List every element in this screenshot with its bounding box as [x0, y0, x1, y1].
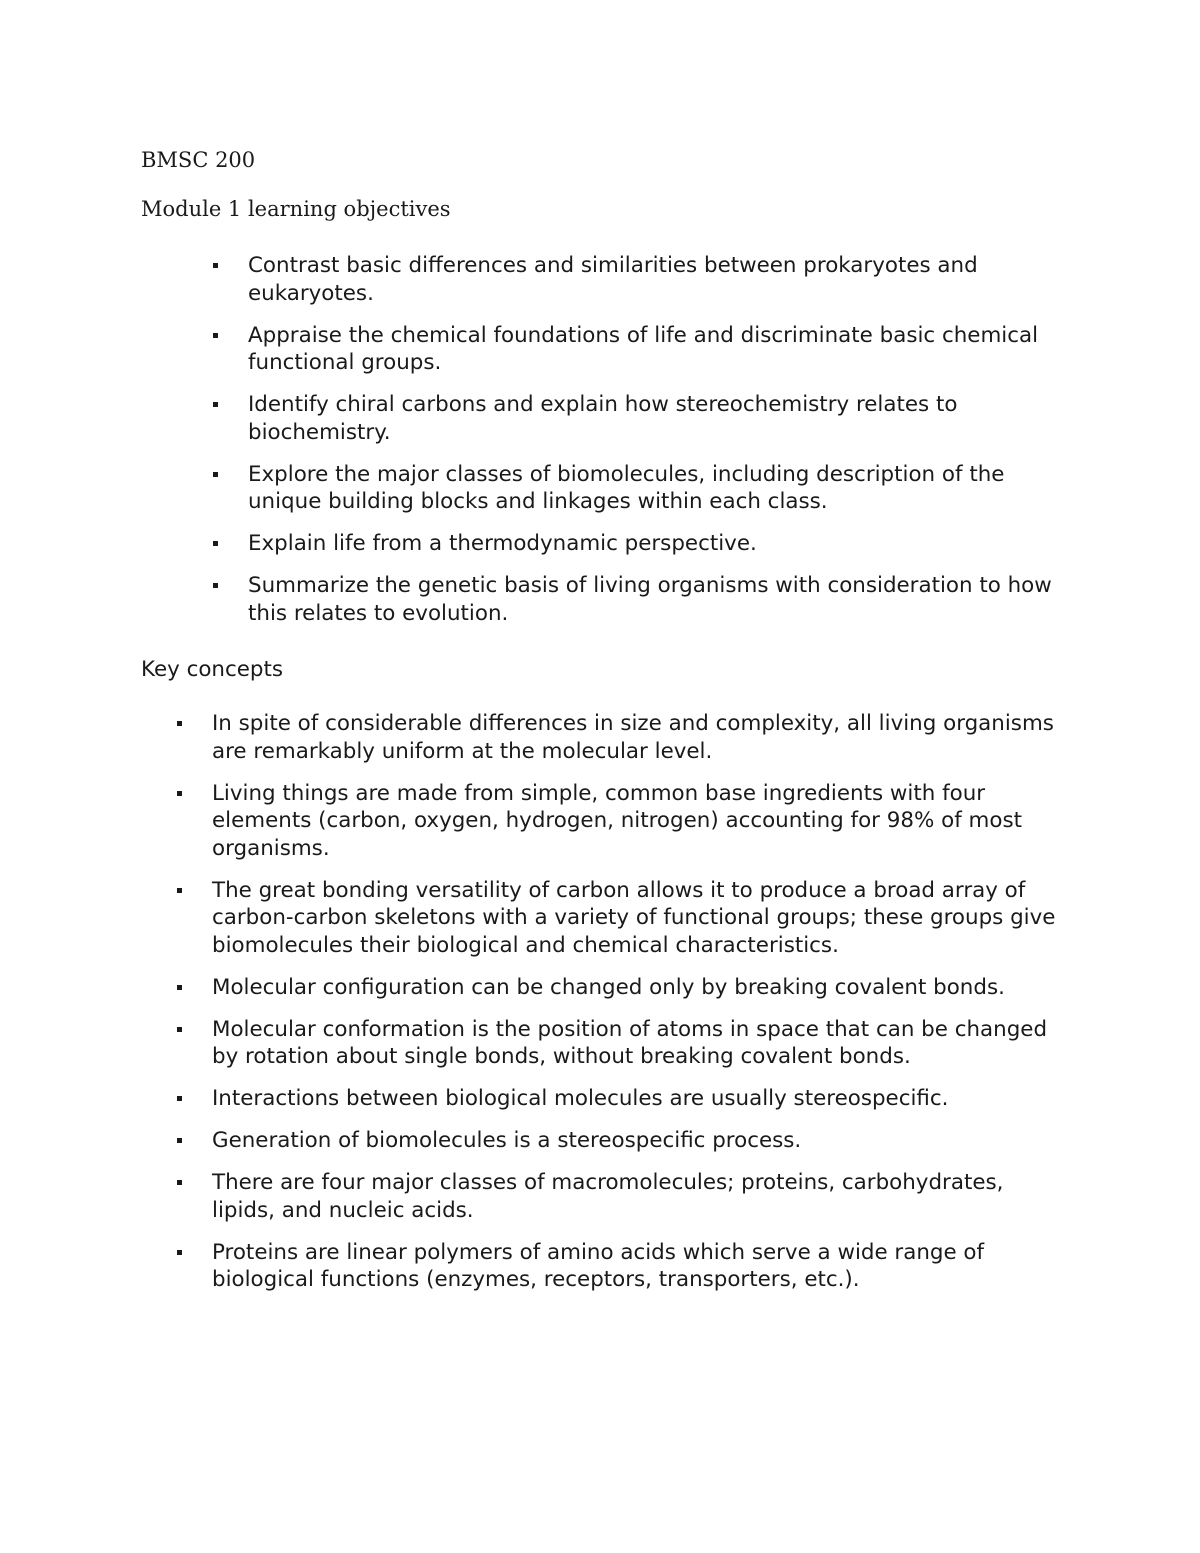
list-item-text: Appraise the chemical foundations of life and discriminate basic chemical functional groups. [248, 322, 1039, 375]
list-item-text: In spite of considerable differences in size and complexity, all living organisms are remarkably uniform at the molecular level. [212, 711, 1054, 764]
square-bullet-icon [177, 888, 182, 893]
square-bullet-icon [177, 1250, 182, 1255]
list-item [177, 974, 1057, 1002]
list-item-text: Contrast basic differences and similarities between prokaryotes and eukaryotes. [248, 253, 978, 306]
list-item [213, 461, 1073, 516]
square-bullet-icon [213, 263, 218, 268]
list-item-text: Identify chiral carbons and explain how stereochemistry relates to biochemistry. [248, 392, 958, 445]
square-bullet-icon [213, 402, 218, 407]
list-item [177, 1085, 1057, 1113]
square-bullet-icon [213, 541, 218, 546]
list-item [177, 877, 1057, 960]
square-bullet-icon [177, 985, 182, 990]
module-title: Module 1 learning objectives [141, 197, 451, 221]
square-bullet-icon [177, 1027, 182, 1032]
list-item-text: Summarize the genetic basis of living organisms with consideration to how this relates to evolution. [248, 573, 1052, 626]
square-bullet-icon [177, 1096, 182, 1101]
list-item [177, 1127, 1057, 1155]
list-item-text: Generation of biomolecules is a stereospecific process. [212, 1128, 802, 1153]
learning-objectives-list [213, 252, 1073, 642]
list-item [177, 780, 1057, 863]
list-item-text: Explore the major classes of biomolecules, including description of the unique building blocks and linkages within each class. [248, 461, 1005, 514]
list-item-text: Proteins are linear polymers of amino acids which serve a wide range of biological functions (enzymes, receptors, transporters, etc.). [212, 1239, 985, 1292]
list-item-text: Molecular conformation is the position of atoms in space that can be changed by rotation about single bonds, without breaking covalent bonds. [212, 1016, 1048, 1069]
list-item-text: Molecular configuration can be changed only by breaking covalent bonds. [212, 974, 1005, 1000]
square-bullet-icon [213, 583, 218, 588]
list-item-text: The great bonding versatility of carbon allows it to produce a broad array of carbon-carbon skeletons with a variety of functional groups; these groups give biomolecules their biological and chemical characteristics. [212, 877, 1056, 958]
list-item [213, 572, 1073, 627]
list-item [213, 252, 1073, 307]
square-bullet-icon [177, 721, 182, 726]
list-item [177, 710, 1057, 765]
list-item-text: Explain life from a thermodynamic perspective. [248, 531, 757, 556]
list-item [177, 1169, 1057, 1224]
list-item [213, 391, 1073, 446]
list-item [213, 530, 1073, 558]
square-bullet-icon [213, 333, 218, 338]
list-item-text: Living things are made from simple, common base ingredients with four elements (carbon, oxygen, hydrogen, nitrogen) accounting for 98% of most organisms. [212, 780, 1022, 861]
list-item-text: Interactions between biological molecules are usually stereospecific. [212, 1086, 949, 1111]
list-item-text: There are four major classes of macromolecules; proteins, carbohydrates, lipids, and nucleic acids. [212, 1170, 1004, 1223]
square-bullet-icon [213, 472, 218, 477]
square-bullet-icon [177, 791, 182, 796]
list-item [177, 1016, 1057, 1071]
square-bullet-icon [177, 1138, 182, 1143]
key-concepts-heading: Key concepts [141, 657, 284, 682]
square-bullet-icon [177, 1180, 182, 1185]
list-item [213, 322, 1073, 377]
course-code: BMSC 200 [141, 148, 256, 172]
key-concepts-list [177, 710, 1057, 1308]
list-item [177, 1239, 1057, 1294]
